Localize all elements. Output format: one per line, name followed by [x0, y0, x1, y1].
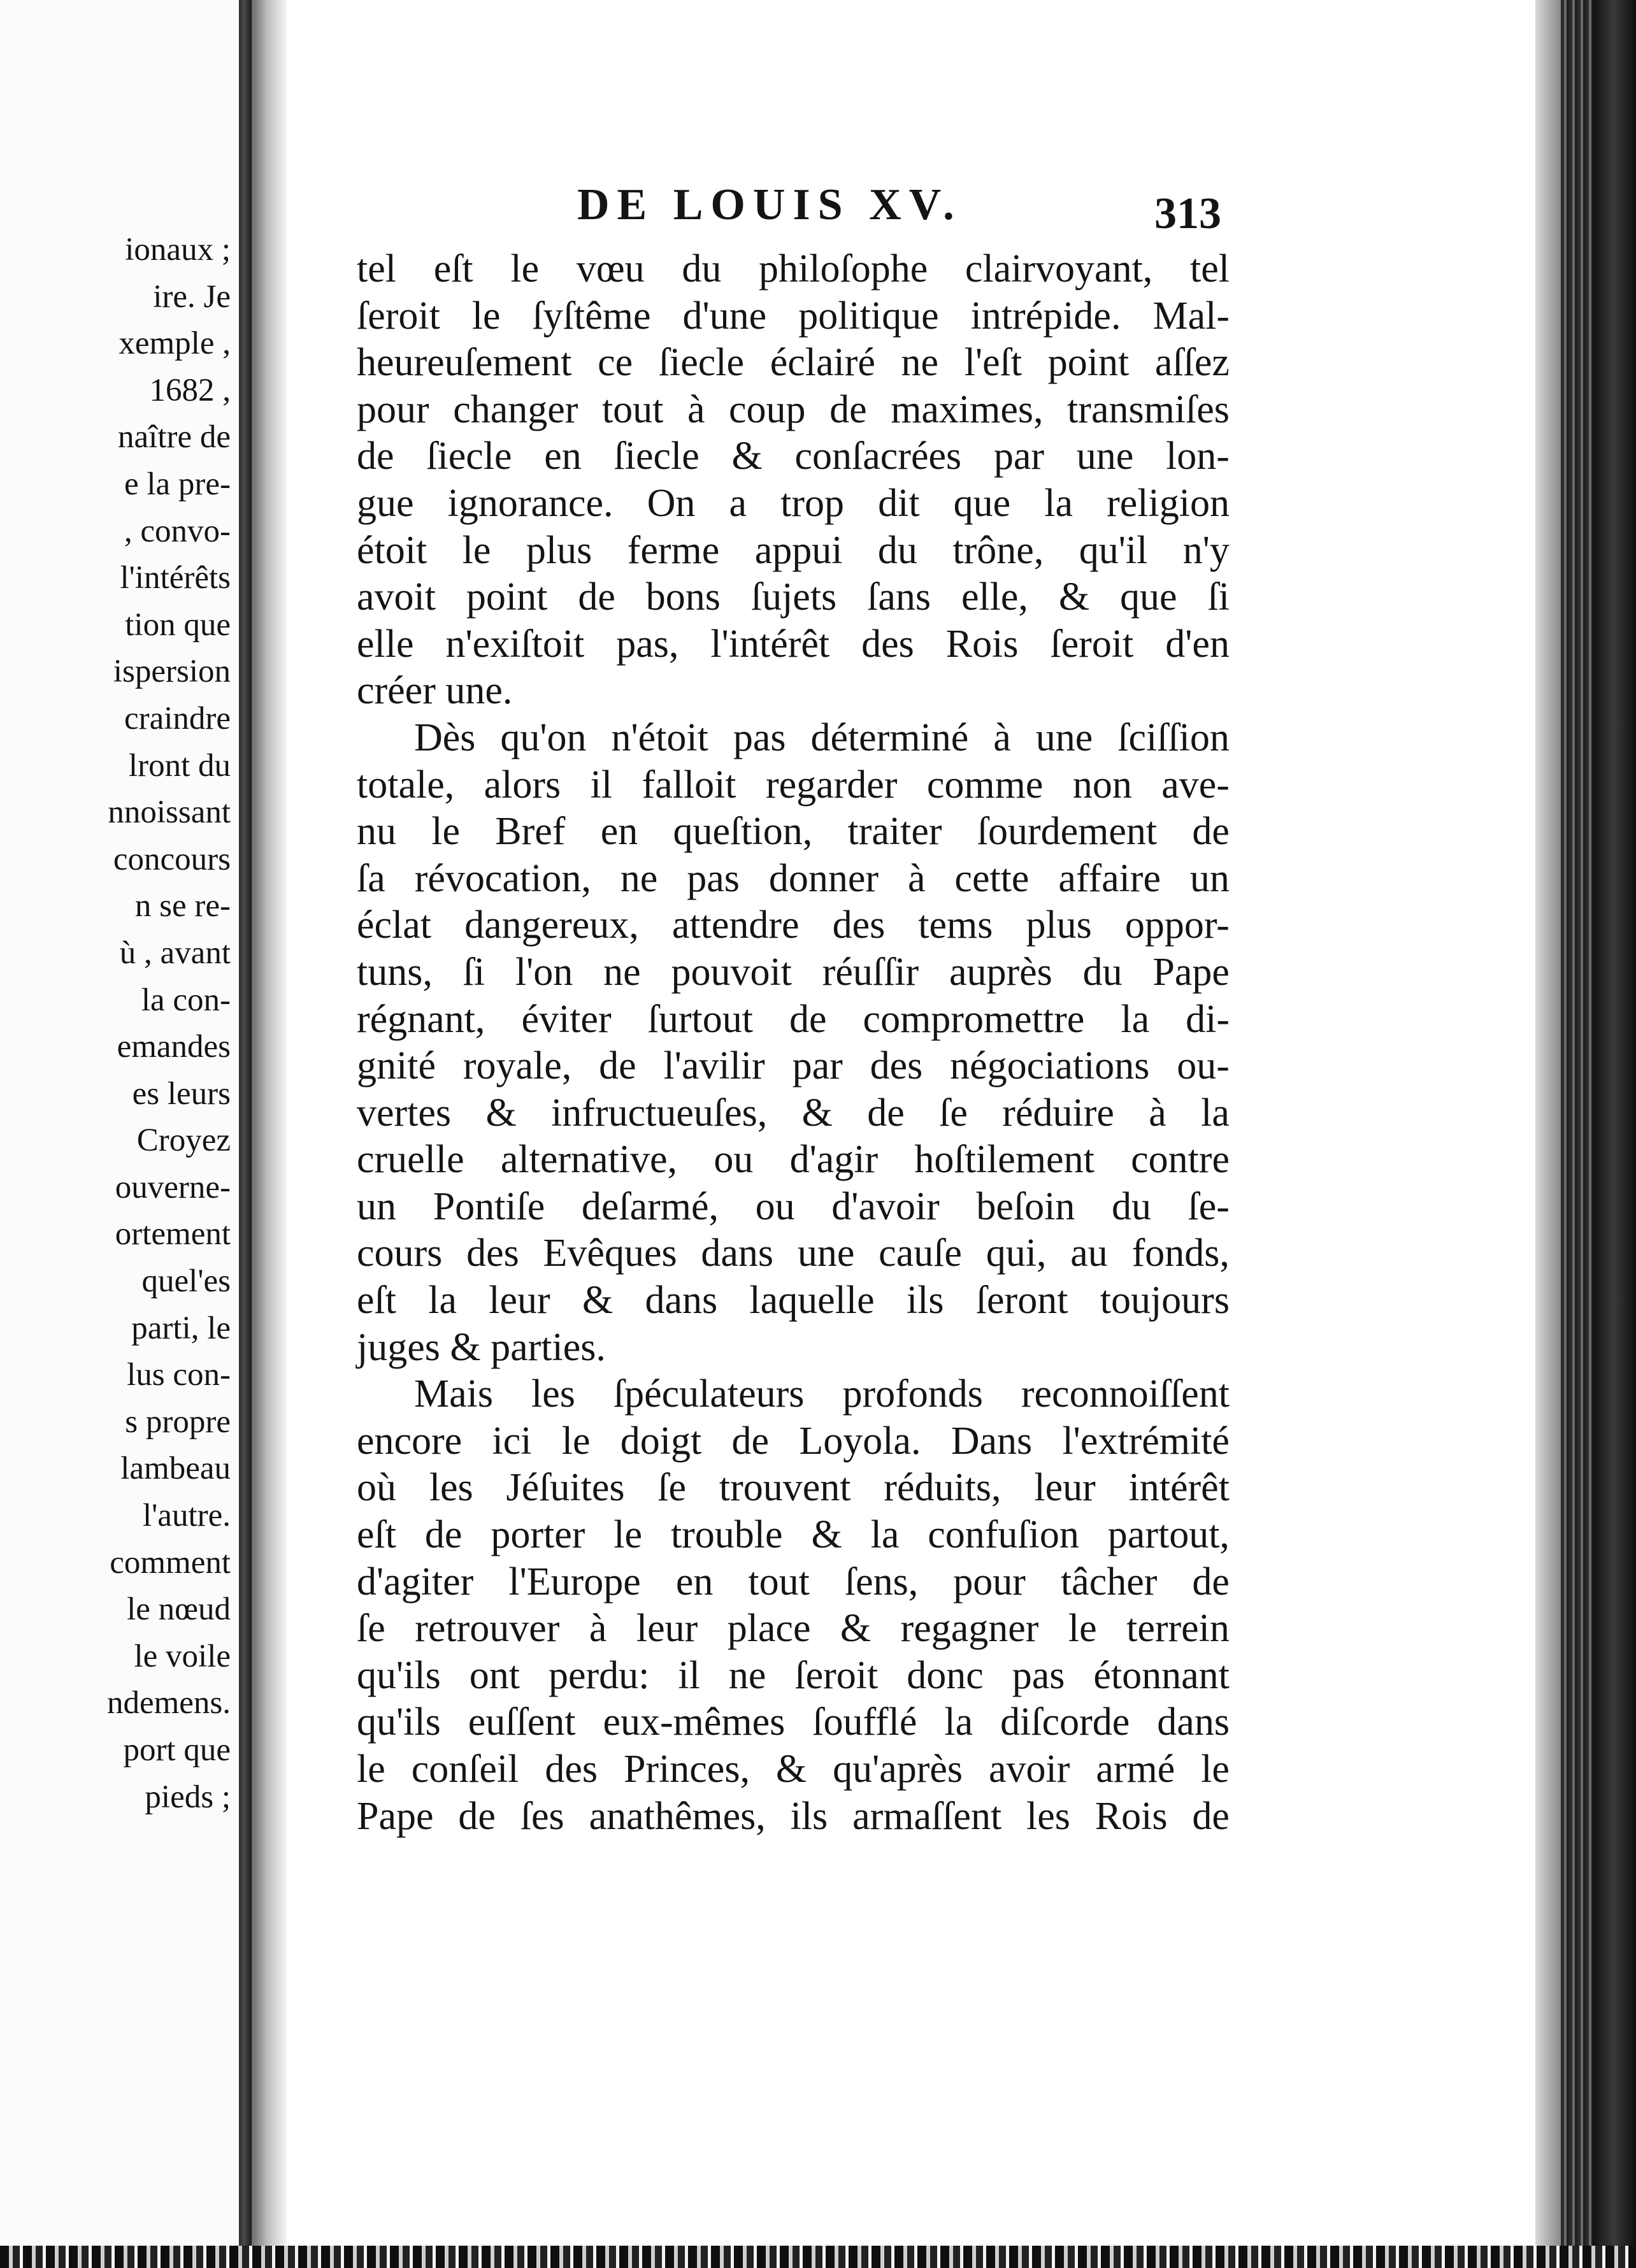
facing-page-left — [0, 0, 242, 2268]
binding-gutter — [239, 0, 252, 2268]
facing-line: ouverne- — [115, 1169, 231, 1205]
facing-page-text — [1, 227, 231, 1821]
facing-line: lront du — [128, 747, 231, 784]
facing-line: tion que — [125, 606, 231, 643]
facing-line: ionaux ; — [125, 232, 231, 268]
text-line: cruelle alternative, ou d'agir hoſtilement contre — [357, 1138, 1230, 1182]
facing-line: s propre — [125, 1403, 231, 1440]
text-line: ſeroit le ſyſtême d'une politique intrépide. Mal- — [357, 294, 1230, 338]
text-line: nu le Bref en queſtion, traiter ſourdement de — [357, 810, 1230, 854]
facing-line: , convo- — [124, 513, 231, 549]
text-line: Pape de ſes anathêmes, ils armaſſent les Rois de — [357, 1794, 1230, 1838]
text-line: éclat dangereux, attendre des tems plus oppor- — [357, 903, 1230, 947]
text-line-paragraph-start: Dès qu'on n'étoit pas déterminé à une ſciſſion — [414, 715, 1230, 759]
text-line: cours des Evêques dans une cauſe qui, au fonds, — [357, 1231, 1230, 1275]
facing-line: pieds ; — [145, 1779, 231, 1815]
facing-line: craindre — [124, 700, 231, 736]
facing-line: ndemens. — [106, 1685, 231, 1721]
facing-line: nnoissant — [108, 794, 231, 831]
text-line: qu'ils ont perdu: il ne ſeroit donc pas étonnant — [357, 1653, 1230, 1697]
running-head-title: DE LOUIS XV. — [577, 180, 962, 229]
text-line: le conſeil des Princes, & qu'après avoir armé le — [357, 1748, 1230, 1791]
text-line: vertes & infructueuſes, & de ſe réduire à la — [357, 1091, 1230, 1135]
text-line: où les Jéſuites ſe trouvent réduits, leur intérêt — [357, 1466, 1230, 1510]
facing-line: la con- — [141, 982, 231, 1018]
page-stack-edges — [1561, 0, 1593, 2268]
page-edge-shadow — [1535, 0, 1561, 2268]
facing-line: le voile — [134, 1638, 231, 1674]
text-line-paragraph-end: juges & parties. — [357, 1325, 606, 1369]
facing-line: ortement — [115, 1216, 231, 1252]
text-line: ſe retrouver à leur place & regagner le terrein — [357, 1607, 1230, 1651]
text-line: gnité royale, de l'avilir par des négociations ou- — [357, 1044, 1230, 1088]
facing-line: emandes — [117, 1029, 231, 1065]
text-line: pour changer tout à coup de maximes, transmiſes — [357, 387, 1230, 431]
text-line-paragraph-start: Mais les ſpéculateurs profonds reconnoiſſent — [414, 1372, 1230, 1416]
page-number: 313 — [1154, 189, 1221, 238]
page-body-text — [357, 246, 1230, 1840]
facing-line: lambeau — [120, 1451, 231, 1487]
facing-line: port que — [123, 1732, 231, 1768]
text-line: de ſiecle en ſiecle & conſacrées par une lon- — [357, 434, 1230, 478]
text-line: elle n'exiſtoit pas, l'intérêt des Rois ſeroit d'en — [357, 622, 1230, 666]
text-line: d'agiter l'Europe en tout ſens, pour tâcher de — [357, 1560, 1230, 1604]
facing-line: l'intérêts — [120, 560, 231, 596]
facing-line: ispersion — [113, 654, 231, 690]
facing-line: quel'es — [141, 1263, 231, 1300]
text-line: encore ici le doigt de Loyola. Dans l'extrémité — [357, 1419, 1230, 1463]
facing-line: e la pre- — [124, 466, 231, 502]
text-line: eſt la leur & dans laquelle ils ſeront toujours — [357, 1279, 1230, 1323]
facing-line: Croyez — [136, 1123, 231, 1159]
facing-line: lus con- — [127, 1357, 231, 1393]
facing-line: concours — [113, 841, 231, 877]
facing-line: xemple , — [118, 326, 231, 362]
facing-line: ire. Je — [153, 278, 231, 315]
book-cover-edge — [1593, 0, 1636, 2268]
text-line: ſa révocation, ne pas donner à cette affaire un — [357, 856, 1230, 900]
gutter-shadow — [252, 0, 287, 2268]
facing-line: parti, le — [131, 1310, 231, 1346]
facing-line: n se re- — [134, 888, 231, 924]
text-line-paragraph-end: créer une. — [357, 669, 513, 713]
text-line: avoit point de bons ſujets ſans elle, & que ſi — [357, 575, 1230, 619]
text-line: eſt de porter le trouble & la confuſion partout, — [357, 1513, 1230, 1557]
text-line: étoit le plus ferme appui du trône, qu'il n'y — [357, 528, 1230, 572]
text-line: heureuſement ce ſiecle éclairé ne l'eſt point aſſez — [357, 341, 1230, 385]
text-line: qu'ils euſſent eux-mêmes ſoufflé la diſcorde dans — [357, 1700, 1230, 1744]
facing-line: es leurs — [132, 1075, 231, 1112]
text-line: gue ignorance. On a trop dit que la religion — [357, 481, 1230, 525]
facing-line: 1682 , — [149, 372, 231, 408]
text-line: régnant, éviter ſurtout de compromettre la di- — [357, 997, 1230, 1041]
facing-line: naître de — [118, 419, 231, 456]
scan-bottom-border — [0, 2246, 1636, 2268]
text-line: totale, alors il falloit regarder comme non ave- — [357, 763, 1230, 807]
facing-line: le nœud — [127, 1591, 231, 1628]
facing-line: ù , avant — [119, 935, 231, 971]
text-line: tel eſt le vœu du philoſophe clairvoyant, tel — [357, 247, 1230, 291]
text-line: un Pontiſe deſarmé, ou d'avoir beſoin du ſe- — [357, 1184, 1230, 1228]
text-line: tuns, ſi l'on ne pouvoit réuſſir auprès du Pape — [357, 950, 1230, 994]
facing-line: l'autre. — [142, 1498, 231, 1534]
running-head — [577, 180, 1246, 250]
facing-line: comment — [110, 1544, 231, 1581]
